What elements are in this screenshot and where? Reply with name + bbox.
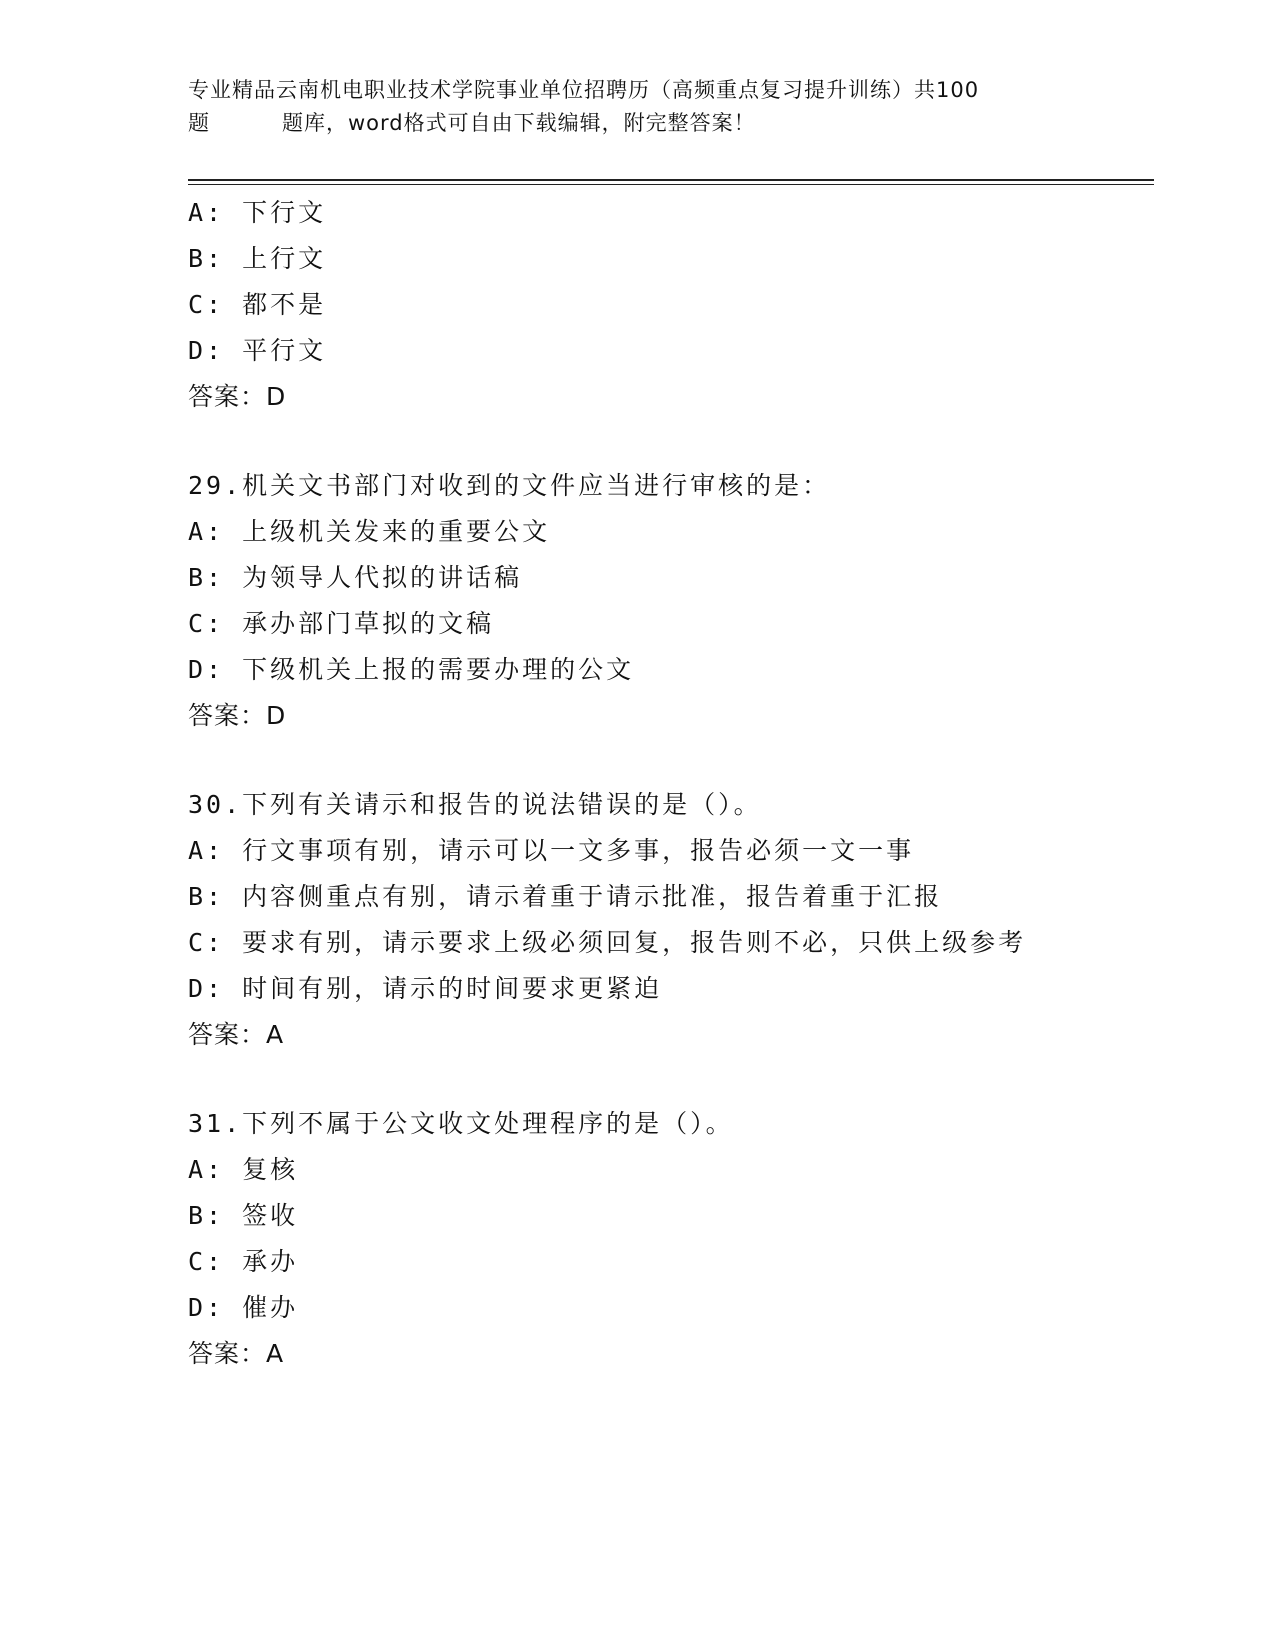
option-c: [188, 282, 1148, 328]
option-text: 为领导人代拟的讲话稿: [242, 563, 523, 592]
option-text: 行文事项有别，请示可以一文多事，报告必须一文一事: [242, 836, 915, 865]
option-text: 时间有别，请示的时间要求更紧迫: [242, 974, 663, 1003]
answer-line: 答案：D: [188, 382, 287, 411]
question-block-31: [188, 1101, 1148, 1377]
option-label: A:: [188, 198, 225, 227]
option-text: 下级机关上报的需要办理的公文: [242, 655, 635, 684]
option-text: 平行文: [242, 336, 327, 365]
option-label: B:: [188, 563, 225, 592]
option-label: A:: [188, 1155, 225, 1184]
answer-line: 答案：A: [188, 1020, 285, 1049]
option-b: [188, 236, 1148, 282]
question-block-30: [188, 782, 1148, 1058]
option-a: [188, 190, 1148, 236]
option-label: D:: [188, 655, 225, 684]
header-divider-thick: [188, 179, 1154, 181]
option-text: 催办: [242, 1293, 299, 1322]
option-text: 上级机关发来的重要公文: [242, 517, 551, 546]
option-label: C:: [188, 609, 225, 638]
option-d: [188, 966, 1148, 1012]
header-title-line-1: 专业精品云南机电职业技术学院事业单位招聘历（高频重点复习提升训练）共100: [188, 78, 980, 102]
option-text: 内容侧重点有别，请示着重于请示批准，报告着重于汇报: [242, 882, 943, 911]
option-label: B:: [188, 1201, 225, 1230]
answer-line: 答案：A: [188, 1339, 285, 1368]
option-label: B:: [188, 244, 225, 273]
option-text: 上行文: [242, 244, 327, 273]
option-c: [188, 1239, 1148, 1285]
option-label: C:: [188, 928, 225, 957]
option-c: [188, 601, 1148, 647]
option-d: [188, 1285, 1148, 1331]
option-label: C:: [188, 290, 225, 319]
option-label: D:: [188, 1293, 225, 1322]
question-stem: 30.下列有关请示和报告的说法错误的是（）。: [188, 790, 762, 819]
answer-line: 答案：D: [188, 701, 287, 730]
option-b: [188, 874, 1148, 920]
option-text: 下行文: [242, 198, 327, 227]
option-b: [188, 1193, 1148, 1239]
option-c: [188, 920, 1148, 966]
option-label: D:: [188, 336, 225, 365]
option-text: 签收: [242, 1201, 299, 1230]
header-line2-left: 题: [188, 111, 210, 135]
option-d: [188, 328, 1148, 374]
option-a: [188, 1147, 1148, 1193]
document-header: [188, 74, 1088, 140]
question-list: [188, 190, 1148, 1377]
option-label: B:: [188, 882, 225, 911]
question-stem: 31.下列不属于公文收文处理程序的是（）。: [188, 1109, 734, 1138]
question-block-29: [188, 463, 1148, 739]
option-label: A:: [188, 517, 225, 546]
question-block-28: [188, 190, 1148, 420]
option-label: C:: [188, 1247, 225, 1276]
option-a: [188, 509, 1148, 555]
option-text: 承办: [242, 1247, 299, 1276]
option-b: [188, 555, 1148, 601]
option-text: 承办部门草拟的文稿: [242, 609, 495, 638]
header-line2-right: 题库，word格式可自由下载编辑，附完整答案！: [282, 111, 756, 135]
question-stem: 29.机关文书部门对收到的文件应当进行审核的是：: [188, 471, 831, 500]
option-text: 复核: [242, 1155, 299, 1184]
option-a: [188, 828, 1148, 874]
option-label: A:: [188, 836, 225, 865]
option-label: D:: [188, 974, 225, 1003]
header-divider-thin: [188, 184, 1154, 185]
option-d: [188, 647, 1148, 693]
option-text: 都不是: [242, 290, 327, 319]
option-text: 要求有别，请示要求上级必须回复，报告则不必，只供上级参考: [242, 928, 1027, 957]
header-title-line-2: [188, 107, 1088, 140]
